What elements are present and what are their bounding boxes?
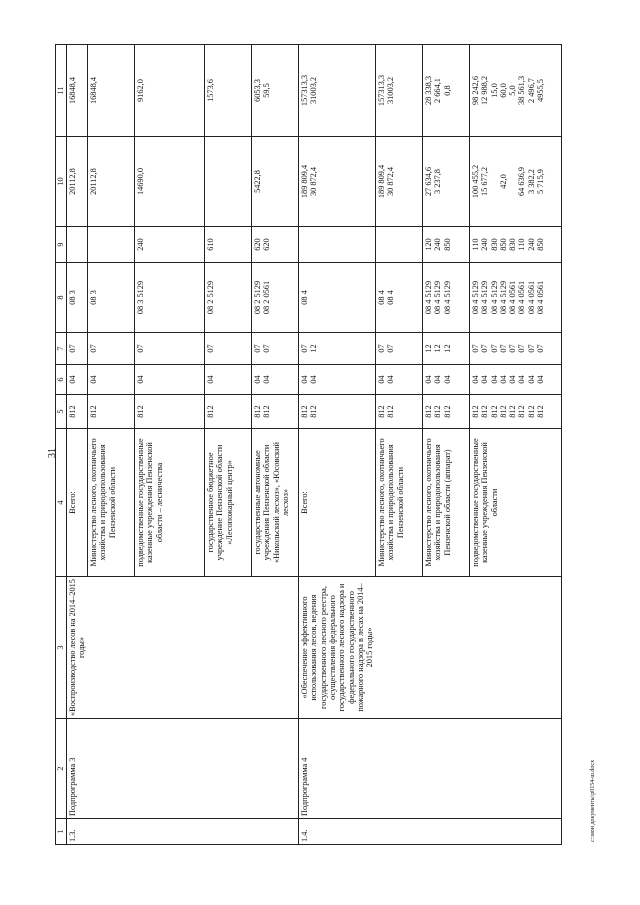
budget-table xyxy=(55,44,562,845)
cell-c1 xyxy=(88,819,135,845)
header-cell-3: 3 xyxy=(56,577,67,719)
cell-c10 xyxy=(67,137,88,227)
cell-value: 240 xyxy=(433,238,443,251)
cell-value: 08 4 5129 xyxy=(470,280,480,315)
cell-value: 07 xyxy=(386,344,396,353)
cell-value: 07 xyxy=(262,344,272,353)
cell-c5 xyxy=(252,395,299,429)
cell-c1 xyxy=(469,819,561,845)
cell-value: 812 xyxy=(526,405,536,418)
cell-value: 812 xyxy=(517,405,527,418)
cell-value: 08 4 5129 xyxy=(433,280,443,315)
cell-c7 xyxy=(67,333,88,365)
cell-value: 16848,4 xyxy=(68,77,77,104)
cell-value: 830 xyxy=(489,238,499,251)
cell-value: 08 2 5129 xyxy=(206,280,216,315)
cell-value: 14690,0 xyxy=(136,168,146,195)
cell-c11 xyxy=(88,45,135,137)
cell-c4: Министерство лесного, охотничьего хозяйства и природопользования Пензенской области xyxy=(375,429,422,577)
cell-c2: Подпрограмма 4 xyxy=(299,719,376,819)
cell-value: 9162,0 xyxy=(136,79,146,102)
cell-value: 30 872,4 xyxy=(386,166,396,197)
cell-value: 812 xyxy=(442,405,452,418)
cell-value: 04 xyxy=(262,375,272,384)
header-cell-7: 7 xyxy=(56,333,67,365)
cell-c8 xyxy=(205,263,252,333)
table-row xyxy=(88,45,135,845)
cell-value: 07 xyxy=(526,344,536,353)
cell-value: 240 xyxy=(136,238,146,251)
cell-c2 xyxy=(88,719,135,819)
cell-value: 08 4 5129 xyxy=(489,280,499,315)
cell-c1 xyxy=(135,819,205,845)
cell-c8 xyxy=(299,263,376,333)
header-cell-2: 2 xyxy=(56,719,67,819)
cell-c11 xyxy=(252,45,299,137)
cell-value: 2 496,7 xyxy=(526,78,536,103)
cell-value: 812 xyxy=(536,405,546,418)
cell-value: 620 xyxy=(262,238,272,251)
cell-value xyxy=(508,139,517,224)
table-row xyxy=(67,45,88,845)
cell-value: 08 2 5129 xyxy=(253,280,263,315)
cell-value xyxy=(89,229,98,260)
cell-c11 xyxy=(469,45,561,137)
cell-c3 xyxy=(469,577,561,719)
cell-value xyxy=(490,139,499,224)
table-body xyxy=(67,45,562,845)
cell-value xyxy=(309,265,318,330)
cell-value: 5 715,9 xyxy=(536,169,546,194)
cell-value xyxy=(377,229,386,260)
cell-value: 08 3 xyxy=(89,290,99,305)
cell-value xyxy=(443,139,452,224)
cell-value: 08 4 5129 xyxy=(498,280,508,315)
cell-c3 xyxy=(205,577,252,719)
cell-c4: Всего: xyxy=(299,429,376,577)
table-row xyxy=(375,45,422,845)
cell-value: 04 xyxy=(470,375,480,384)
cell-c8 xyxy=(135,263,205,333)
cell-value: 07 xyxy=(517,344,527,353)
cell-value: 04 xyxy=(89,375,99,384)
cell-value: 5422,8 xyxy=(253,170,263,193)
cell-value: 812 xyxy=(300,405,310,418)
cell-value: 812 xyxy=(262,405,272,418)
cell-value: 110 xyxy=(470,238,480,251)
cell-c3: «Воспроизводство лесов на 2014–2015 годы» xyxy=(67,577,88,719)
cell-c3 xyxy=(135,577,205,719)
cell-value: 240 xyxy=(480,238,490,251)
rotated-table-container xyxy=(55,45,600,845)
cell-value: 07 xyxy=(68,344,77,353)
cell-c7 xyxy=(88,333,135,365)
header-cell-11: 11 xyxy=(56,45,67,137)
cell-value: 812 xyxy=(253,405,263,418)
cell-value: 15,0 xyxy=(489,83,499,98)
cell-value: 04 xyxy=(517,375,527,384)
cell-value: 812 xyxy=(489,405,499,418)
header-cell-1: 1 xyxy=(56,819,67,845)
cell-value: 07 xyxy=(89,344,99,353)
cell-c1: 1.3. xyxy=(67,819,88,845)
cell-c10 xyxy=(299,137,376,227)
cell-value: 07 xyxy=(470,344,480,353)
cell-value: 08 4 0561 xyxy=(517,280,527,315)
cell-c10 xyxy=(205,137,252,227)
cell-value: 157313,3 xyxy=(300,74,310,107)
cell-c4: Министерство лесного, охотничьего хозяйства и природопользования Пензенской области xyxy=(88,429,135,577)
cell-value: 12 xyxy=(423,344,433,353)
cell-value: 04 xyxy=(526,375,536,384)
cell-value: 157313,3 xyxy=(376,74,386,107)
cell-c7 xyxy=(205,333,252,365)
cell-c9 xyxy=(252,227,299,263)
header-cell-10: 10 xyxy=(56,137,67,227)
cell-value: 04 xyxy=(423,375,433,384)
cell-value: 04 xyxy=(508,375,518,384)
cell-value: 812 xyxy=(376,405,386,418)
cell-c10 xyxy=(469,137,561,227)
cell-value: 850 xyxy=(498,238,508,251)
cell-value: 04 xyxy=(489,375,499,384)
cell-c8 xyxy=(469,263,561,333)
cell-value: 27 634,6 xyxy=(423,166,433,197)
cell-c4: государственное бюджетное учреждение Пензенской области «Лесопожарный центр» xyxy=(205,429,252,577)
cell-c4: Всего: xyxy=(67,429,88,577)
cell-c6 xyxy=(88,365,135,395)
table-row xyxy=(205,45,252,845)
table-row xyxy=(422,45,469,845)
cell-c2 xyxy=(469,719,561,819)
cell-value: 08 3 5129 xyxy=(136,280,146,315)
cell-c6 xyxy=(135,365,205,395)
cell-c5 xyxy=(205,395,252,429)
cell-c8 xyxy=(67,263,88,333)
cell-c10 xyxy=(375,137,422,227)
cell-c11 xyxy=(375,45,422,137)
cell-value: 59,5 xyxy=(262,83,272,98)
header-cell-8: 8 xyxy=(56,263,67,333)
cell-value: 04 xyxy=(498,375,508,384)
cell-value: 07 xyxy=(498,344,508,353)
cell-c5 xyxy=(422,395,469,429)
cell-c6 xyxy=(469,365,561,395)
cell-value: 110 xyxy=(517,238,527,251)
cell-c2: Подпрограмма 3 xyxy=(67,719,88,819)
cell-c9 xyxy=(299,227,376,263)
cell-value: 4955,5 xyxy=(536,79,546,102)
cell-value: 5,0 xyxy=(508,85,518,96)
cell-value: 20112,8 xyxy=(68,168,77,195)
cell-value: 04 xyxy=(386,375,396,384)
cell-value: 04 xyxy=(136,375,146,384)
cell-value: 812 xyxy=(206,405,216,418)
cell-value: 16848,4 xyxy=(89,77,99,104)
cell-value: 42,0 xyxy=(498,174,508,189)
cell-c1 xyxy=(252,819,299,845)
page-number: 31 xyxy=(47,448,58,458)
cell-value xyxy=(386,229,395,260)
cell-value: 07 xyxy=(508,344,518,353)
cell-value: 08 4 5129 xyxy=(423,280,433,315)
cell-value: 189 809,4 xyxy=(376,164,386,199)
cell-c9 xyxy=(205,227,252,263)
cell-value: 08 4 5129 xyxy=(442,280,452,315)
cell-c5 xyxy=(88,395,135,429)
cell-value: 620 xyxy=(253,238,263,251)
cell-value: 04 xyxy=(442,375,452,384)
cell-c8 xyxy=(422,263,469,333)
cell-value: 812 xyxy=(498,405,508,418)
cell-value: 08 4 xyxy=(386,290,396,305)
cell-value: 189 809,4 xyxy=(300,164,310,199)
header-cell-6: 6 xyxy=(56,365,67,395)
cell-c3 xyxy=(422,577,469,719)
cell-value: 04 xyxy=(309,375,319,384)
cell-value: 812 xyxy=(423,405,433,418)
cell-value: 08 4 xyxy=(376,290,386,305)
footer-file-path: c:\мои документы\p0154-ш.docx xyxy=(590,759,596,842)
cell-value: 830 xyxy=(508,238,518,251)
cell-c10 xyxy=(135,137,205,227)
cell-c6 xyxy=(67,365,88,395)
cell-value: 64 636,9 xyxy=(517,166,527,197)
cell-c1 xyxy=(205,819,252,845)
cell-value: 6053,3 xyxy=(253,79,263,102)
cell-c5 xyxy=(67,395,88,429)
cell-value: 08 4 0561 xyxy=(508,280,518,315)
cell-c3 xyxy=(252,577,299,719)
header-row xyxy=(56,45,67,845)
cell-value: 120 xyxy=(423,238,433,251)
cell-c8 xyxy=(88,263,135,333)
cell-value: 28 338,3 xyxy=(423,75,433,106)
cell-value: 07 xyxy=(376,344,386,353)
cell-c9 xyxy=(88,227,135,263)
cell-c4: государственные автономные учреждения Пензенской области «Никольский лесхоз», «Юсовский лесхоз» xyxy=(252,429,299,577)
cell-value: 3 382,2 xyxy=(526,169,536,194)
cell-value: 31003,2 xyxy=(386,77,396,104)
cell-c4: Министерство лесного, охотничьего хозяйства и природопользования Пензенской области (аппарат) xyxy=(422,429,469,577)
cell-c2 xyxy=(135,719,205,819)
header-cell-4: 4 xyxy=(56,429,67,577)
cell-c2 xyxy=(375,719,422,819)
table-row xyxy=(299,45,376,845)
cell-c3 xyxy=(88,577,135,719)
cell-value: 12 xyxy=(442,344,452,353)
cell-value: 04 xyxy=(433,375,443,384)
cell-value xyxy=(300,229,309,260)
cell-value: 07 xyxy=(253,344,263,353)
cell-c11 xyxy=(205,45,252,137)
cell-c7 xyxy=(299,333,376,365)
cell-value: 38 561,3 xyxy=(517,75,527,106)
cell-value: 08 3 xyxy=(68,290,77,305)
cell-value: 610 xyxy=(206,238,216,251)
cell-value: 812 xyxy=(480,405,490,418)
cell-value: 04 xyxy=(376,375,386,384)
header-cell-9: 9 xyxy=(56,227,67,263)
header-cell-5: 5 xyxy=(56,395,67,429)
cell-value: 850 xyxy=(536,238,546,251)
cell-c7 xyxy=(469,333,561,365)
cell-c11 xyxy=(135,45,205,137)
cell-value xyxy=(262,139,271,224)
cell-value: 812 xyxy=(470,405,480,418)
cell-c6 xyxy=(205,365,252,395)
cell-c6 xyxy=(422,365,469,395)
cell-c5 xyxy=(299,395,376,429)
cell-value: 60,0 xyxy=(498,83,508,98)
cell-c6 xyxy=(375,365,422,395)
table-row xyxy=(135,45,205,845)
cell-c2 xyxy=(252,719,299,819)
cell-value xyxy=(206,139,215,224)
cell-value: 812 xyxy=(433,405,443,418)
cell-c2 xyxy=(422,719,469,819)
cell-c3: «Обеспечение эффективного использования лесов, ведения государственного лесного реестра, осуществления федерального государственного лесного надзора и федерального государственного пожарного надзора в лесах на 2014–2015 годы» xyxy=(299,577,376,719)
cell-c6 xyxy=(252,365,299,395)
cell-c1: 1.4. xyxy=(299,819,376,845)
table-row xyxy=(252,45,299,845)
cell-value: 08 2 0561 xyxy=(262,280,272,315)
cell-value: 07 xyxy=(206,344,216,353)
cell-value: 08 4 5129 xyxy=(480,280,490,315)
cell-c3 xyxy=(375,577,422,719)
cell-value: 812 xyxy=(136,405,146,418)
cell-value: 240 xyxy=(526,238,536,251)
cell-c1 xyxy=(375,819,422,845)
cell-value: 12 xyxy=(309,344,319,353)
cell-c5 xyxy=(469,395,561,429)
cell-value: 04 xyxy=(536,375,546,384)
cell-value: 07 xyxy=(480,344,490,353)
cell-c9 xyxy=(469,227,561,263)
cell-value: 812 xyxy=(309,405,319,418)
cell-value: 812 xyxy=(89,405,99,418)
cell-value: 04 xyxy=(253,375,263,384)
cell-c4: подведомственные государственные казенные учреждения Пензенской области xyxy=(469,429,561,577)
cell-c5 xyxy=(135,395,205,429)
cell-value: 98 242,6 xyxy=(470,75,480,106)
cell-value: 812 xyxy=(508,405,518,418)
cell-value: 07 xyxy=(536,344,546,353)
cell-value: 3 237,8 xyxy=(433,169,443,194)
table-row xyxy=(469,45,561,845)
cell-c7 xyxy=(422,333,469,365)
cell-c7 xyxy=(375,333,422,365)
cell-value: 15 677,2 xyxy=(480,166,490,197)
cell-value: 812 xyxy=(68,405,77,418)
cell-c6 xyxy=(299,365,376,395)
cell-value: 20112,8 xyxy=(89,168,99,195)
cell-value xyxy=(68,229,77,260)
cell-c2 xyxy=(205,719,252,819)
cell-c11 xyxy=(67,45,88,137)
cell-value: 07 xyxy=(300,344,310,353)
cell-value xyxy=(309,229,318,260)
cell-value: 30 872,4 xyxy=(309,166,319,197)
cell-c11 xyxy=(299,45,376,137)
cell-value: 08 4 xyxy=(300,290,310,305)
cell-value: 0,8 xyxy=(442,85,452,96)
cell-c10 xyxy=(422,137,469,227)
cell-value: 1573,6 xyxy=(206,79,216,102)
cell-c9 xyxy=(422,227,469,263)
cell-c10 xyxy=(88,137,135,227)
cell-c4: подведомственные государственные казенные учреждения Пензенской области – лесничества xyxy=(135,429,205,577)
cell-value: 850 xyxy=(442,238,452,251)
cell-c9 xyxy=(375,227,422,263)
cell-value: 12 988,2 xyxy=(480,75,490,106)
cell-value: 100 455,2 xyxy=(470,164,480,199)
cell-c5 xyxy=(375,395,422,429)
cell-c7 xyxy=(252,333,299,365)
cell-value: 08 4 0561 xyxy=(536,280,546,315)
cell-value: 12 xyxy=(433,344,443,353)
cell-value: 04 xyxy=(206,375,216,384)
cell-c11 xyxy=(422,45,469,137)
cell-value: 07 xyxy=(489,344,499,353)
cell-value: 08 4 0561 xyxy=(526,280,536,315)
cell-c8 xyxy=(252,263,299,333)
cell-c10 xyxy=(252,137,299,227)
cell-c9 xyxy=(135,227,205,263)
cell-value: 04 xyxy=(68,375,77,384)
cell-c8 xyxy=(375,263,422,333)
cell-value: 812 xyxy=(386,405,396,418)
cell-c9 xyxy=(67,227,88,263)
cell-c1 xyxy=(422,819,469,845)
cell-value: 04 xyxy=(480,375,490,384)
cell-value: 2 664,1 xyxy=(433,78,443,103)
cell-value: 07 xyxy=(136,344,146,353)
cell-value: 04 xyxy=(300,375,310,384)
cell-value: 31003,2 xyxy=(309,77,319,104)
cell-c7 xyxy=(135,333,205,365)
